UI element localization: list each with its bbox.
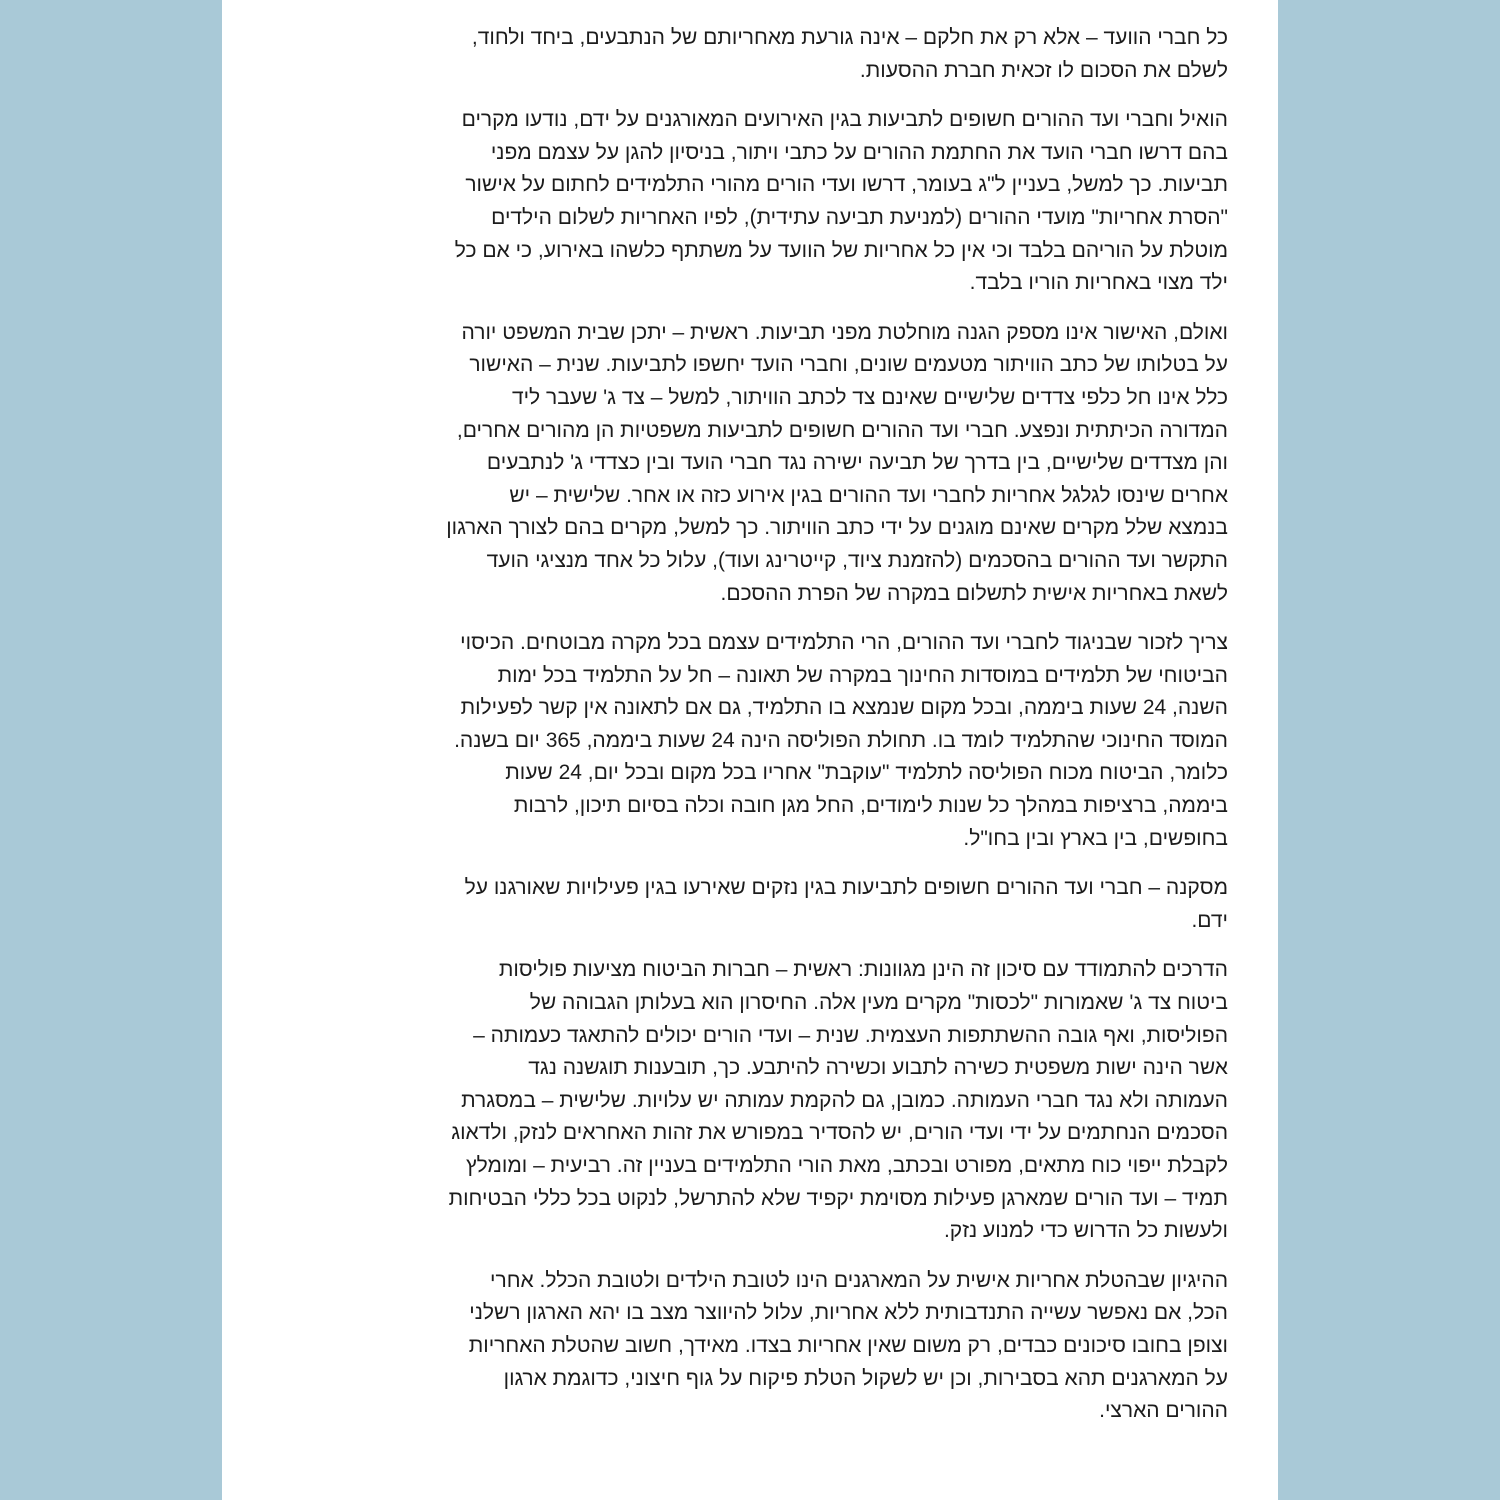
text-line: על בטלותו של כתב הוויתור מטעמים שונים, וחברי הועד יחשפו לתביעות. שנית – האישור — [469, 353, 1228, 377]
text-line: "הסרת אחריות" מועדי ההורים (למניעת תביעה עתידית), לפיו האחריות לשלום הילדים — [491, 205, 1228, 229]
document-text — [322, 22, 1228, 1428]
text-line: בנמצא שלל מקרים שאינם מוגנים על ידי כתב הוויתור. כך למשל, מקרים בהם לצורך הארגון — [446, 516, 1228, 540]
text-line: הואיל וחברי ועד ההורים חשופים לתביעות בגין האירועים המאורגנים על ידם, נודעו מקרים — [461, 108, 1228, 132]
text-line: על המארגנים תהא בסבירות, וכן יש לשקול הטלת פיקוח על גוף חיצוני, כדוגמת ארגון — [503, 1366, 1228, 1390]
text-line: תביעות. כך למשל, בעניין ל"ג בעומר, דרשו ועדי הורים מהורי התלמידים לחתום על אישור — [465, 173, 1228, 197]
paragraph — [322, 627, 1228, 855]
text-line: הדרכים להתמודד עם סיכון זה הינן מגוונות: ראשית – חברות הביטוח מציעות פוליסות — [498, 958, 1228, 982]
text-line: מוטלת על הוריהם בלבד וכי אין כל אחריות של הוועד על משתתף כלשהו באירוע, כי אם כל — [454, 238, 1228, 262]
paragraph — [322, 1265, 1228, 1428]
text-line: ילד מצוי באחריות הוריו בלבד. — [969, 271, 1228, 295]
text-line: המוסד החינוכי שהתלמיד לומד בו. תחולת הפוליסה הינה 24 שעות ביממה, 365 יום בשנה. — [454, 728, 1228, 752]
text-line: צריך לזכור שבניגוד לחברי ועד ההורים, הרי התלמידים עצמם בכל מקרה מבוטחים. הכיסוי — [460, 631, 1228, 655]
text-line: לשלם את הסכום לו זכאית חברת ההסעות. — [859, 58, 1228, 82]
text-line: מסקנה – חברי ועד ההורים חשופים לתביעות בגין נזקים שאירעו בגין פעילויות שאורגנו על — [464, 876, 1228, 900]
text-line: הביטוחי של תלמידים במוסדות החינוך במקרה של תאונה – חל על התלמיד בכל ימות — [497, 663, 1228, 687]
text-line: לשאת באחריות אישית לתשלום במקרה של הפרת ההסכם. — [720, 581, 1228, 605]
paragraph — [322, 317, 1228, 610]
text-line: המדורה הכיתתית ונפצע. חברי ועד ההורים חשופים לתביעות משפטיות הן מהורים אחרים, — [456, 418, 1228, 442]
text-line: ולעשות כל הדרוש כדי למנוע נזק. — [943, 1219, 1228, 1243]
text-line: והן מצדדים שלישיים, בין בדרך של תביעה ישירה נגד חברי הועד ובין כצדדי ג' לנתבעים — [486, 451, 1228, 475]
paragraph — [322, 104, 1228, 300]
paragraph — [322, 22, 1228, 87]
text-line: בחופשים, בין בארץ ובין בחו"ל. — [963, 826, 1228, 850]
text-line: אשר הינה ישות משפטית כשירה לתבוע וכשירה להיתבע. כך, תובענות תוגשנה נגד — [528, 1056, 1228, 1080]
text-line: ההורים הארצי. — [1099, 1399, 1228, 1423]
text-line: בהם דרשו חברי הועד את החתמת ההורים על כתבי ויתור, בניסיון להגן על עצמם מפני — [490, 140, 1228, 164]
paragraph — [322, 872, 1228, 937]
text-line: הכל, אם נאפשר עשייה התנדבותית ללא אחריות, עלול להיווצר מצב בו יהא הארגון רשלני — [469, 1301, 1228, 1325]
text-line: השנה, 24 שעות ביממה, ובכל מקום שנמצא בו התלמיד, גם אם לתאונה אין קשר לפעילות — [460, 696, 1228, 720]
paragraph — [322, 954, 1228, 1247]
text-line: וצופן בחובו סיכונים כבדים, רק משום שאין אחריות בצדו. מאידך, חשוב שהטלת האחריות — [468, 1333, 1228, 1357]
text-line: ידם. — [1191, 908, 1228, 932]
text-line: הסכמים הנחתמים על ידי ועדי הורים, יש להסדיר במפורש את זהות האחראים לנזק, ולדאוג — [451, 1121, 1228, 1145]
text-line: אחרים שינסו לגלגל אחריות לחברי ועד ההורים בגין אירוע כזה או אחר. שלישית – יש — [509, 483, 1228, 507]
text-line: ההיגיון שבהטלת אחריות אישית על המארגנים הינו לטובת הילדים ולטובת הכלל. אחרי — [490, 1268, 1228, 1292]
text-line: לקבלת ייפוי כוח מתאים, מפורט ובכתב, מאת הורי התלמידים בעניין זה. רביעית – ומומלץ — [465, 1154, 1228, 1177]
text-line: התקשר ועד ההורים בהסכמים (להזמנת ציוד, קייטרינג ועוד), עלול כל אחד מנציגי הועד — [486, 548, 1228, 572]
text-line: תמיד – ועד הורים שמארגן פעילות מסוימת יקפיד שלא להתרשל, לנקוט בכל כללי הבטיחות — [448, 1186, 1228, 1210]
text-line: כלל אינו חל כלפי צדדים שלישיים שאינם צד לכתב הוויתור, למשל – צד ג' שעבר ליד — [511, 385, 1228, 409]
text-line: ביטוח צד ג' שאמורות "לכסות" מקרים מעין אלה. החיסרון הוא בעלותן הגבוהה של — [529, 991, 1228, 1015]
text-line: העמותה ולא נגד חברי העמותה. כמובן, גם להקמת עמותה יש עלויות. שלישית – במסגרת — [461, 1088, 1228, 1112]
text-line: ואולם, האישור אינו מספק הגנה מוחלטת מפני תביעות. ראשית – יתכן שבית המשפט יורה — [461, 320, 1228, 344]
text-line: כלומר, הביטוח מכוח הפוליסה לתלמיד "עוקבת" אחריו בכל מקום ובכל יום, 24 שעות — [505, 761, 1228, 785]
document-page — [222, 0, 1278, 1500]
text-line: הפוליסות, ואף גובה ההשתתפות העצמית. שנית – ועדי הורים יכולים להתאגד כעמותה – — [473, 1023, 1228, 1047]
text-line: כל חברי הוועד – אלא רק את חלקם – אינה גורעת מאחריותם של הנתבעים, ביחד ולחוד, — [471, 26, 1228, 49]
text-line: ביממה, ברציפות במהלך כל שנות לימודים, החל מגן חובה וכלה בסיום תיכון, לרבות — [513, 794, 1228, 818]
